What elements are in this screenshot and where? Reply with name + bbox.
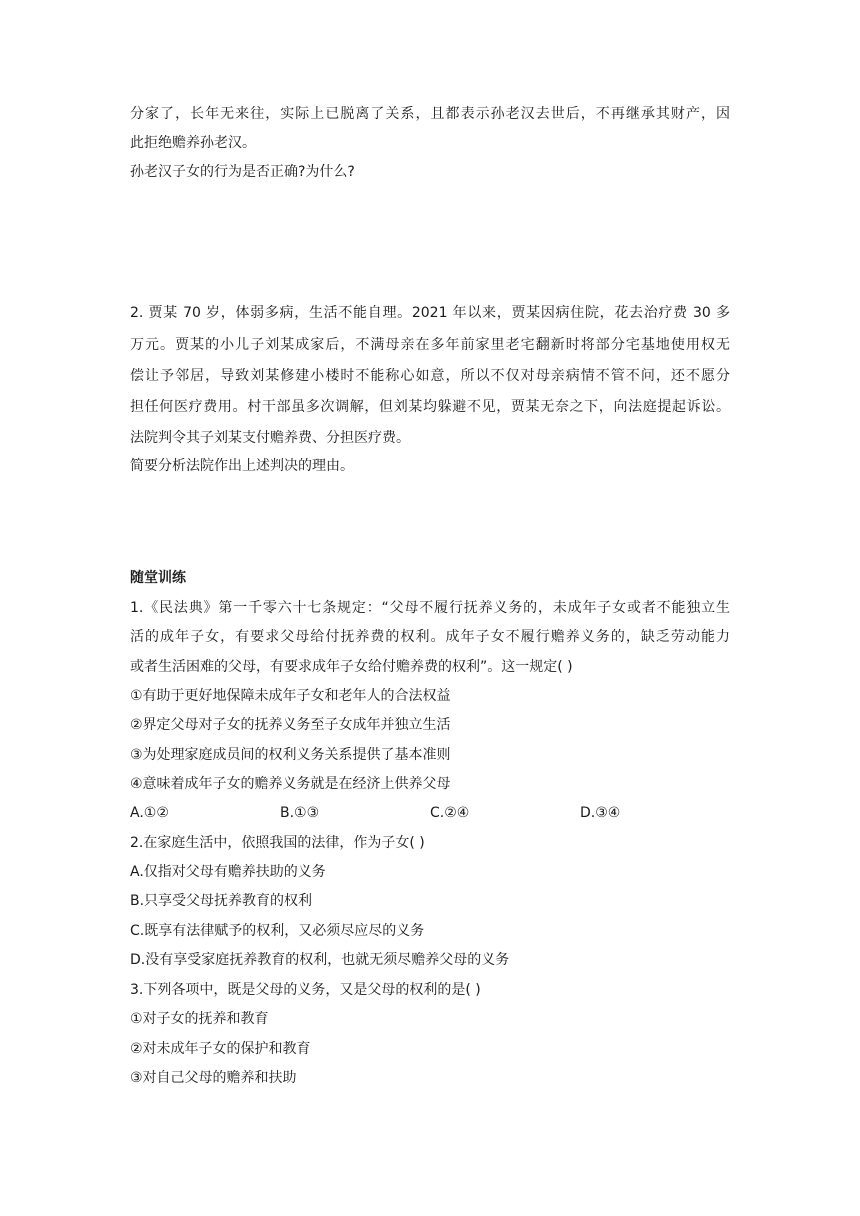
q2-option-b: B.只享受父母抚养教育的权利 — [130, 893, 313, 909]
case1-text-line-1: 分家了，长年无来往，实际上已脱离了关系，且都表示孙老汉去世后，不再继承其财产，因 — [130, 106, 730, 122]
q1-option-d: D.③④ — [580, 805, 621, 821]
q2-option-c: C.既享有法律赋予的权利，又必须尽应尽的义务 — [130, 923, 425, 939]
case2-text-line-3: 偿让予邻居，导致刘某修建小楼时不能称心如意，所以不仅对母亲病情不管不问，还不愿分 — [130, 368, 730, 384]
q1-option-b: B.①③ — [280, 805, 320, 821]
q2-stem: 2.在家庭生活中，依照我国的法律，作为子女( ) — [130, 835, 425, 851]
q1-item-2: ②界定父母对子女的抚养义务至子女成年并独立生活 — [130, 717, 451, 733]
case1-question: 孙老汉子女的行为是否正确?为什么? — [130, 164, 355, 180]
case2-text-line-1: 2. 贾某 70 岁，体弱多病，生活不能自理。2021 年以来，贾某因病住院，花去治疗费 30 多 — [130, 305, 730, 321]
q1-item-3: ③为处理家庭成员间的权利义务关系提供了基本准则 — [130, 747, 451, 763]
case1-text-line-2: 此拒绝赡养孙老汉。 — [130, 135, 256, 151]
case2-text-line-2: 万元。贾某的小儿子刘某成家后，不满母亲在多年前家里老宅翻新时将部分宅基地使用权无 — [130, 337, 730, 353]
q2-option-d: D.没有享受家庭抚养教育的权利，也就无须尽赡养父母的义务 — [130, 952, 510, 968]
case2-text-line-4: 担任何医疗费用。村干部虽多次调解，但刘某均躲避不见，贾某无奈之下，向法庭提起诉讼。 — [130, 399, 730, 415]
q1-option-a: A.①② — [130, 805, 169, 821]
q3-stem: 3.下列各项中，既是父母的义务，又是父母的权利的是( ) — [130, 982, 481, 998]
q1-stem-line-3: 或者生活困难的父母，有要求成年子女给付赡养费的权利”。这一规定( ) — [130, 659, 573, 675]
case2-question: 简要分析法院作出上述判决的理由。 — [130, 458, 354, 474]
q1-item-1: ①有助于更好地保障未成年子女和老年人的合法权益 — [130, 688, 451, 704]
q3-item-1: ①对子女的抚养和教育 — [130, 1011, 269, 1027]
q3-item-3: ③对自己父母的赡养和扶助 — [130, 1070, 297, 1086]
q1-options — [130, 803, 730, 823]
q3-item-2: ②对未成年子女的保护和教育 — [130, 1041, 311, 1057]
q1-stem-line-2: 活的成年子女，有要求父母给付抚养费的权利。成年子女不履行赡养义务的，缺乏劳动能力 — [130, 629, 730, 645]
q1-option-c: C.②④ — [430, 805, 470, 821]
q1-stem-line-1: 1.《民法典》第一千零六十七条规定：“父母不履行抚养义务的，未成年子女或者不能独立生 — [130, 600, 730, 616]
case2-text-line-5: 法院判令其子刘某支付赡养费、分担医疗费。 — [130, 430, 410, 446]
q2-option-a: A.仅指对父母有赡养扶助的义务 — [130, 864, 326, 880]
q1-item-4: ④意味着成年子女的赡养义务就是在经济上供养父母 — [130, 776, 451, 792]
section-heading: 随堂训练 — [130, 570, 186, 586]
